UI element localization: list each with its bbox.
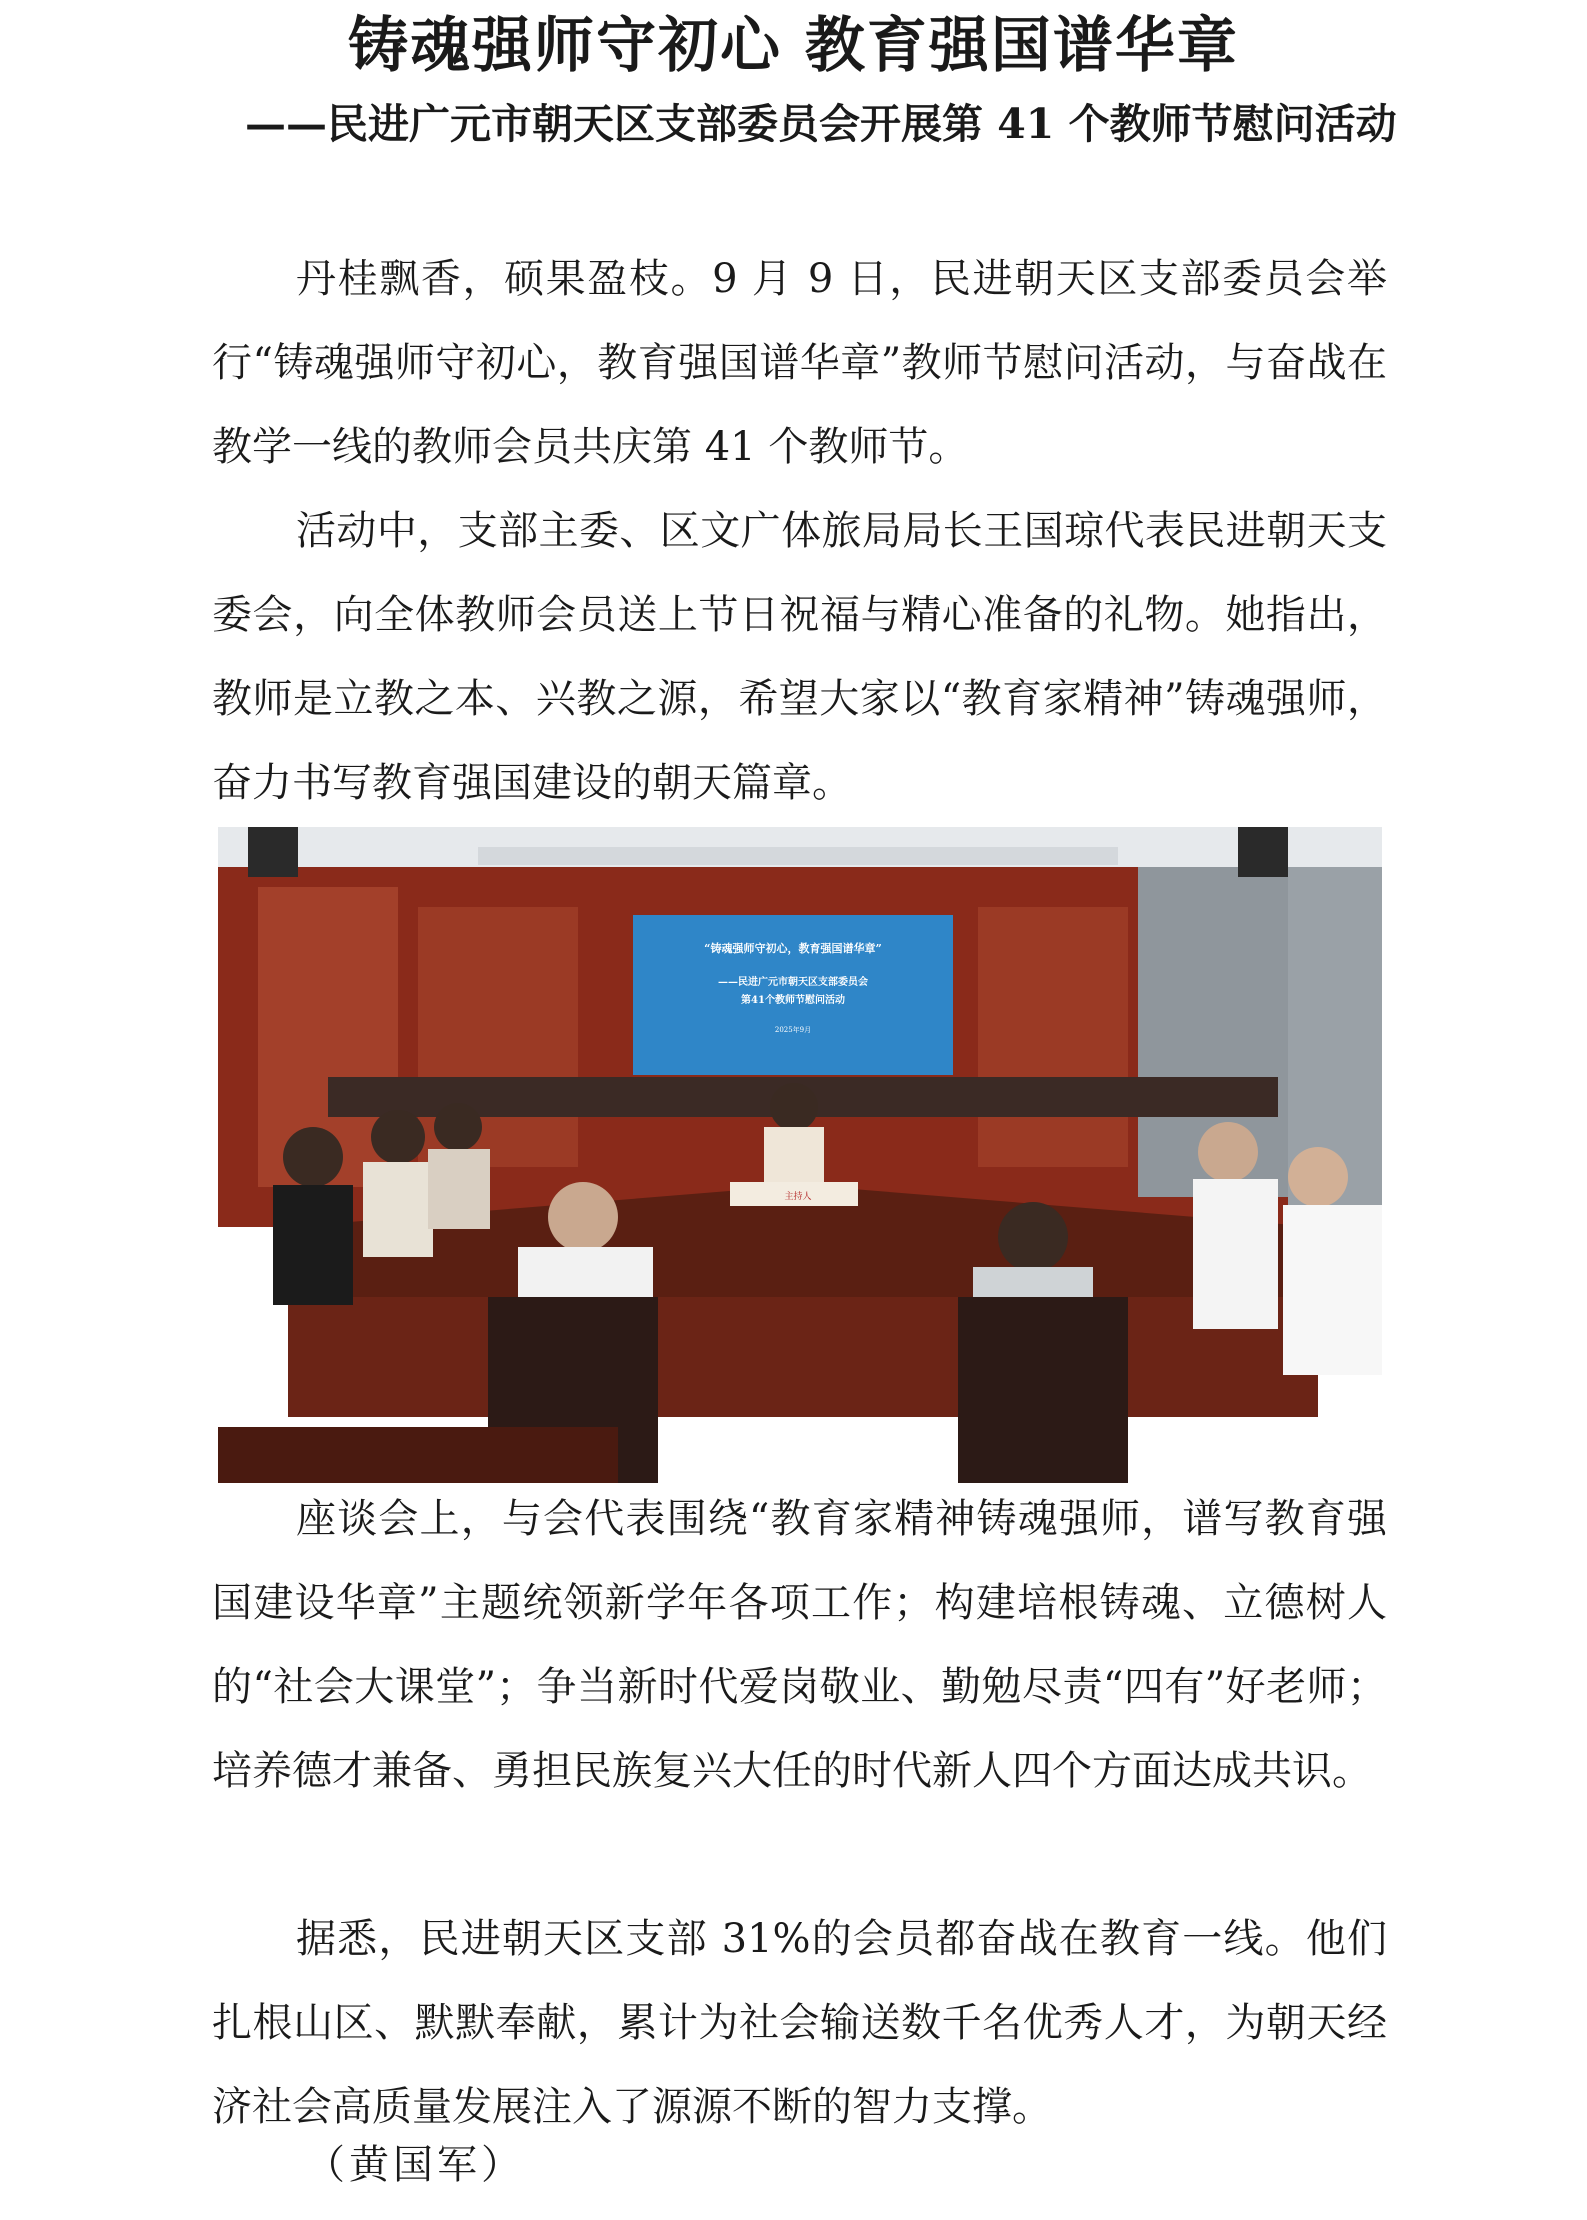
author-signature: （黄国军） <box>305 2142 525 2188</box>
speaker-icon <box>248 827 298 877</box>
meeting-photo-illustration <box>218 827 1382 1483</box>
article-title: 铸魂强师守初心 教育强国谱华章 <box>348 11 1239 81</box>
article-subtitle: ——民进广元市朝天区支部委员会开展第 41 个教师节慰问活动 <box>245 100 1397 148</box>
presenter <box>770 1083 818 1131</box>
person <box>283 1127 343 1187</box>
person <box>371 1110 425 1164</box>
person <box>1198 1122 1258 1182</box>
paragraph: 座谈会上，与会代表围绕“教育家精神铸魂强师，谱写教育强国建设华章”主题统领新学年各项工作；构建培根铸魂、立德树人的“社会大课堂”；争当新时代爱岗敬业、勤勉尽责“四有”好老师；培养德才兼备、勇担民族复兴大任的时代新人四个方面达成共识。 <box>212 1496 1387 1794</box>
speaker-icon <box>1238 827 1288 877</box>
nameplate: 主持人 <box>784 1192 812 1202</box>
chair <box>958 1297 1128 1483</box>
screen-line: 第41个教师节慰问活动 <box>741 995 845 1006</box>
meeting-photo <box>218 827 1382 1483</box>
screen-date: 2025年9月 <box>774 1026 812 1034</box>
screen-line: ——民进广元市朝天区支部委员会 <box>718 977 868 988</box>
person <box>998 1202 1068 1272</box>
person <box>1288 1147 1348 1207</box>
screen-title: “铸魂强师守初心，教育强国谱华章” <box>704 942 882 955</box>
person <box>548 1182 618 1252</box>
person <box>434 1103 482 1151</box>
paragraph: 据悉，民进朝天区支部 31%的会员都奋战在教育一线。他们扎根山区、默默奉献，累计为社会输送数千名优秀人才，为朝天经济社会高质量发展注入了源源不断的智力支撑。 <box>212 1916 1387 2130</box>
paragraph: 活动中，支部主委、区文广体旅局局长王国琼代表民进朝天支委会，向全体教师会员送上节日祝福与精心准备的礼物。她指出，教师是立教之本、兴教之源，希望大家以“教育家精神”铸魂强师，奋力书写教育强国建设的朝天篇章。 <box>212 508 1387 806</box>
paragraph: 丹桂飘香，硕果盈枝。9 月 9 日，民进朝天区支部委员会举行“铸魂强师守初心，教育强国谱华章”教师节慰问活动，与奋战在教学一线的教师会员共庆第 41 个教师节。 <box>212 256 1387 470</box>
